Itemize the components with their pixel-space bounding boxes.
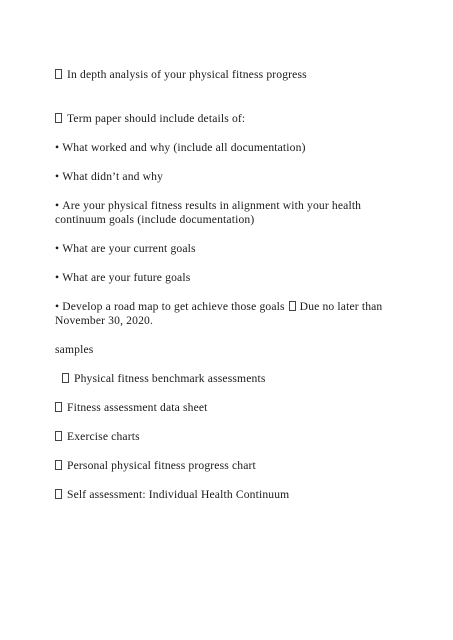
missing-glyph-icon [62,373,69,383]
bullet-icon: • [55,271,60,284]
bullet-future [55,271,405,285]
due-date-text: Due no later than November 30, 2020. [55,300,383,328]
exercise-text: Exercise charts [67,430,140,443]
in-depth-text: In depth analysis of your physical fitness progress [67,68,307,81]
bullet-alignment [55,199,405,228]
bullet-roadmap [55,300,405,329]
bullet-worked [55,141,405,155]
samples-text: samples [55,343,94,356]
missing-glyph-icon [55,460,62,470]
worked-text: What worked and why (include all documentation) [62,141,306,154]
alignment-text: Are your physical fitness results in alignment with your health continuum goals (include documentation) [55,199,362,227]
bullet-icon: • [55,300,60,313]
sample-self-assessment [55,488,405,502]
sample-data-sheet [55,401,405,415]
progress-chart-text: Personal physical fitness progress chart [67,459,256,472]
sample-exercise [55,430,405,444]
future-text: What are your future goals [62,271,191,284]
roadmap-text: Develop a road map to get achieve those goals [62,300,285,313]
bullet-icon: • [55,170,60,183]
data-sheet-text: Fitness assessment data sheet [67,401,208,414]
missing-glyph-icon [289,301,296,311]
sample-progress-chart [55,459,405,473]
bullet-current [55,242,405,256]
bullet-icon: • [55,141,60,154]
self-assessment-text: Self assessment: Individual Health Continuum [67,488,290,501]
missing-glyph-icon [55,431,62,441]
term-paper-line [55,112,405,126]
missing-glyph-icon [55,69,62,79]
current-text: What are your current goals [62,242,196,255]
bullet-didnt [55,170,405,184]
missing-glyph-icon [55,113,62,123]
in-depth-line [55,68,405,82]
didnt-text: What didn’t and why [62,170,164,183]
bullet-icon: • [55,199,60,212]
sample-benchmark [62,372,412,386]
term-paper-text: Term paper should include details of: [67,112,246,125]
missing-glyph-icon [55,402,62,412]
missing-glyph-icon [55,489,62,499]
benchmark-text: Physical fitness benchmark assessments [74,372,266,385]
samples-heading [55,343,405,357]
bullet-icon: • [55,242,60,255]
